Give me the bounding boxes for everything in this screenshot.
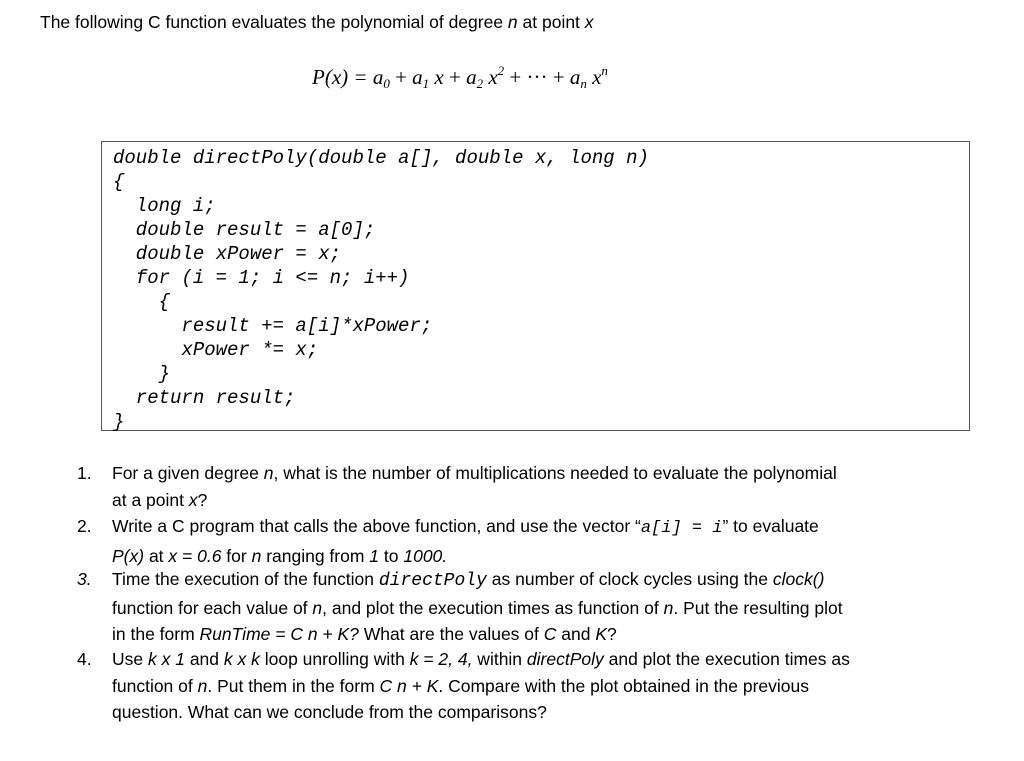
code-line: } xyxy=(113,411,125,433)
code-line: { xyxy=(113,171,125,193)
code-box xyxy=(101,141,970,431)
code-line: return result; xyxy=(113,387,296,409)
intro-sentence: The following C function evaluates the polynomial of degree n at point x xyxy=(40,12,594,32)
code-line: } xyxy=(113,363,171,385)
question-number: 2. xyxy=(77,516,92,536)
code-line: { xyxy=(113,291,171,313)
code-line: result += a[i]*xPower; xyxy=(113,315,433,337)
code-line: xPower *= x; xyxy=(113,339,319,361)
question-number: 3. xyxy=(77,569,92,589)
question-number: 1. xyxy=(77,463,92,483)
intro-n: n xyxy=(507,12,518,32)
question-number: 4. xyxy=(77,649,92,669)
code-line: for (i = 1; i <= n; i++) xyxy=(113,267,410,289)
code-line: long i; xyxy=(113,195,216,217)
code-line: double result = a[0]; xyxy=(113,219,376,241)
code-line: double directPoly(double a[], double x, long n) xyxy=(113,147,649,169)
intro-x: x xyxy=(584,12,594,32)
code-line: double xPower = x; xyxy=(113,243,342,265)
polynomial-formula: $P(x) = a_0 + a_1$ $x + a_2$ $x^2$ + ··· + $a_n$ $x^n$ xyxy=(312,63,608,91)
